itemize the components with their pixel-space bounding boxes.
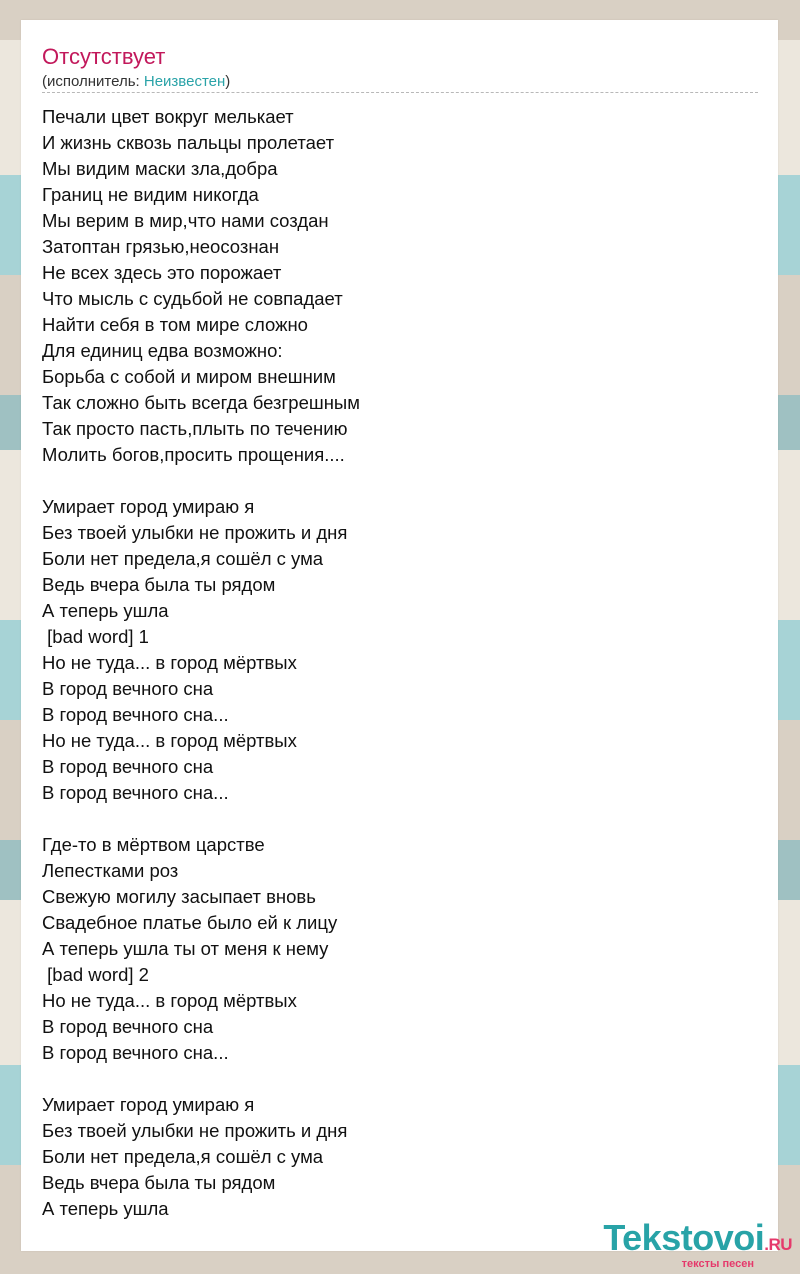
lyric-line: Но не туда... в город мёртвых [42,652,297,673]
lyric-line: Но не туда... в город мёртвых [42,730,297,751]
lyric-line: Что мысль с судьбой не совпадает [42,288,343,309]
lyric-line: Умирает город умираю я [42,1094,255,1115]
lyric-line: [bad word] 2 [42,964,149,985]
title-divider [42,92,758,93]
lyric-line: В город вечного сна... [42,704,229,725]
lyric-line: А теперь ушла ты от меня к нему [42,938,329,959]
lyric-line: Борьба с собой и миром внешним [42,366,336,387]
lyrics-text [42,104,762,1222]
lyric-line: Молить богов,просить прощения.... [42,444,345,465]
lyric-line: И жизнь сквозь пальцы пролетает [42,132,335,153]
logo-tagline: тексты песен [681,1258,754,1270]
lyric-line: А теперь ушла [42,1198,169,1219]
lyric-line: Боли нет предела,я сошёл с ума [42,1146,324,1167]
lyric-line: А теперь ушла [42,600,169,621]
lyric-line: В город вечного сна [42,1016,214,1037]
lyric-line: В город вечного сна [42,678,214,699]
lyric-line: Так просто пасть,плыть по течению [42,418,348,439]
lyric-line: Свежую могилу засыпает вновь [42,886,316,907]
lyric-line: Ведь вчера была ты рядом [42,1172,276,1193]
lyric-line: Умирает город умираю я [42,496,255,517]
lyric-line: В город вечного сна [42,756,214,777]
artist-suffix: ) [225,73,231,90]
lyric-line: Границ не видим никогда [42,184,259,205]
lyric-line: Для единиц едва возможно: [42,340,283,361]
artist-link[interactable]: Неизвестен [143,73,226,90]
artist-line [42,73,230,91]
lyric-line [42,806,762,832]
lyric-line: Не всех здесь это порожает [42,262,282,283]
lyric-line [42,1066,762,1092]
lyric-line: Затоптан грязью,неосознан [42,236,280,257]
lyric-line: Но не туда... в город мёртвых [42,990,297,1011]
artist-prefix: (исполнитель: [42,73,144,90]
lyric-line: В город вечного сна... [42,782,229,803]
song-title: Отсутствует [42,44,166,69]
lyrics-card [21,20,778,1251]
lyric-line [42,468,762,494]
lyric-line: Где-то в мёртвом царстве [42,834,265,855]
lyric-line: Лепестками роз [42,860,179,881]
lyric-line: Так сложно быть всегда безгрешным [42,392,360,413]
lyric-line: Боли нет предела,я сошёл с ума [42,548,324,569]
site-logo[interactable] [603,1219,792,1270]
logo-name: Tekstovoi [603,1217,765,1258]
lyric-line: Ведь вчера была ты рядом [42,574,276,595]
lyric-line: Печали цвет вокруг мелькает [42,106,294,127]
lyric-line: Свадебное платье было ей к лицу [42,912,338,933]
lyric-line: Без твоей улыбки не прожить и дня [42,1120,348,1141]
logo-tld: .RU [764,1235,792,1254]
lyric-line: Найти себя в том мире сложно [42,314,308,335]
lyric-line: [bad word] 1 [42,626,149,647]
lyric-line: Мы верим в мир,что нами создан [42,210,329,231]
lyric-line: В город вечного сна... [42,1042,229,1063]
lyric-line: Без твоей улыбки не прожить и дня [42,522,348,543]
lyric-line: Мы видим маски зла,добра [42,158,278,179]
